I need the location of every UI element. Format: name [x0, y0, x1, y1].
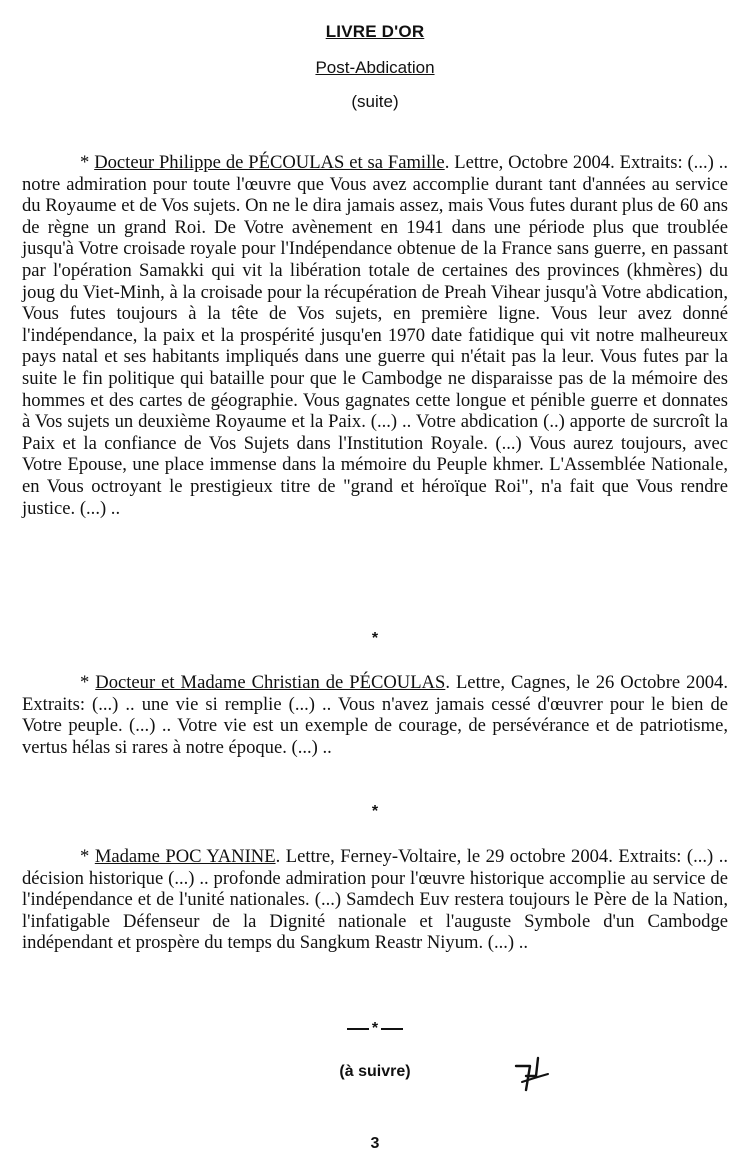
entry-text: . Lettre, Ferney-Voltaire, le 29 octobre 2004. Extraits: (...) .. décision historique (...) .. profonde admiration pour l'œuvre historique accomplie au service de l'indépendance et de l'unité nationales. (...) Samdech Euv restera toujours le Père de la Nation, l'infatigable Défenseur de la Dignité nationale et l'auguste Symbole d'un Cambodge indépendant et prospère du temps du Sangkum Reastr Niyum. (...) ..	[22, 846, 729, 954]
entry-author: Docteur Philippe de PÉCOULAS et sa Famille	[94, 152, 445, 173]
page-title: LIVRE D'OR	[325, 22, 425, 41]
entry-pecoulas-family	[22, 152, 728, 519]
separator-line	[347, 1028, 369, 1030]
entry-author: Madame POC YANINE	[94, 846, 276, 867]
to-be-continued-label: (à suivre)	[339, 1063, 411, 1080]
section-separator: *	[371, 803, 379, 820]
continued-label: (suite)	[351, 92, 399, 111]
entry-text: . Lettre, Octobre 2004. Extraits: (...) .. notre admiration pour toute l'œuvre que Vous avez accomplie durant tant d'années au service du Royaume et de Vos sujets. On ne le dira jamais assez, mais Vous futes durant plus de 60 ans de règne un grand Roi. De Votre avènement en 1941 dans une période plus que troublée jusqu'à Votre croisade royale pour l'Indépendance obtenue de la France sans guerre, en passant par l'opération Samakki qui vit la libération totale de certaines des provinces (khmères) du joug du Viet-Minh, à la croisade pour la récupération de Preah Vihear jusqu'à Votre abdication, Vous futes toujours à la tête de Vos sujets, en première ligne. Vous leur avez donné l'indépendance, la paix et la prospérité jusqu'en 1970 date fatidique qui vit notre malheureux pays natal et ses habitants impliqués dans une guerre qui n'était pas la leur. Vous futes par la suite le fin politique qui bataille pour que le Cambodge ne disparaisse pas de la mémoire des hommes et des cartes de géographie. Vous gagnates cette longue et pénible guerre et donnates à Vos sujets un deuxième Royaume et la Paix. (...) .. Votre abdication (..) apporte de surcroît la Paix et la confiance de Vos Sujets dans l'Institution Royale. (...) Vous aurez toujours, avec Votre Epouse, une place immense dans la mémoire du Peuple khmer. L'Assemblée Nationale, en Vous octroyant le prestigieux titre de "grand et héroïque Roi", n'a fait que Vous rendre justice. (...) ..	[22, 152, 728, 519]
separator-line	[381, 1028, 403, 1030]
entry-paragraph	[22, 152, 728, 519]
entry-poc-yanine	[22, 846, 728, 954]
section-separator: *	[371, 630, 379, 647]
closing-separator	[0, 1020, 750, 1038]
page-number: 3	[370, 1135, 380, 1152]
entry-paragraph	[22, 846, 728, 954]
entry-christian-pecoulas	[22, 672, 728, 758]
entry-bullet: *	[80, 152, 90, 173]
entry-paragraph	[22, 672, 728, 758]
page-subtitle: Post-Abdication	[315, 58, 435, 77]
closing-star: *	[371, 1020, 379, 1037]
entry-bullet: *	[80, 672, 90, 693]
entry-bullet: *	[80, 846, 90, 867]
handwritten-initial-icon	[508, 1052, 554, 1098]
entry-author: Docteur et Madame Christian de PÉCOULAS	[95, 672, 446, 693]
entry-text: . Lettre, Cagnes, le 26 Octobre 2004. Extraits: (...) .. une vie si remplie (...) .. Vous n'avez jamais cessé d'œuvrer pour le bien de Votre peuple. (...) .. Votre vie est un exemple de courage, de persévérance et de patriotisme, vertus hélas si rares à notre époque. (...) ..	[22, 672, 728, 758]
